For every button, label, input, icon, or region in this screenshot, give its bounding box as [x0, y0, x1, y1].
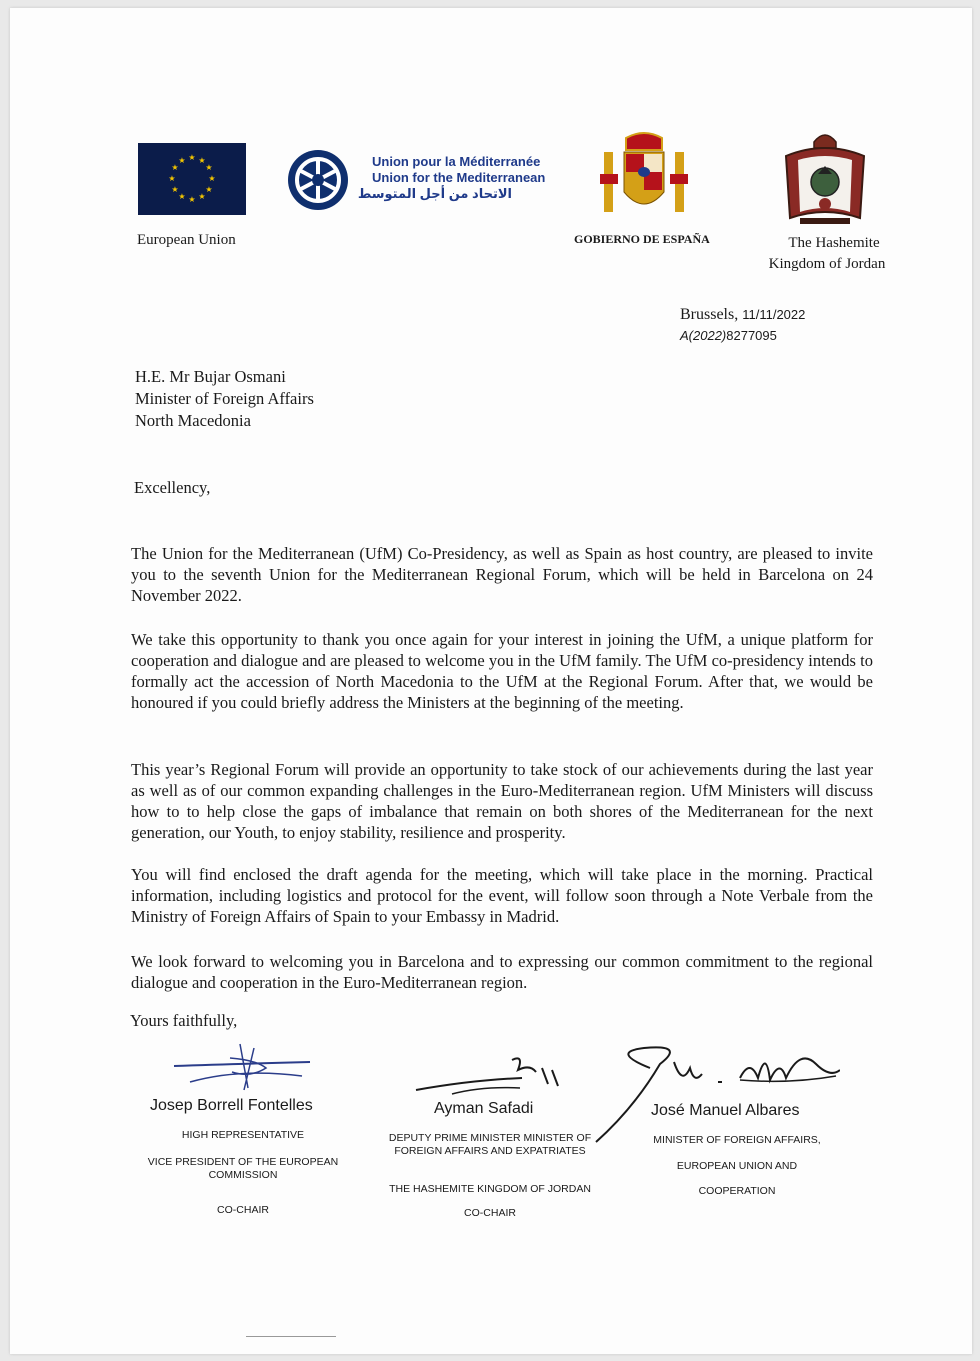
reference-number: 8277095 — [726, 328, 777, 343]
body-paragraph-2: We take this opportunity to thank you once again for your interest in joining the UfM, a unique platform for cooperation and dialogue and are pleased to welcome you in the UfM family. The UfM co-presidency intends to formally act the accession of North Macedonia to the UfM at the Regional Forum. After that, we would be honoured if you could briefly address the Ministers at the beginning of the meeting. — [131, 630, 873, 712]
signatory-2-name: Ayman Safadi — [434, 1100, 534, 1117]
eu-caption: European Union — [137, 232, 236, 248]
body-paragraph-1: The Union for the Mediterranean (UfM) Co-Presidency, as well as Spain as host country, are pleased to invite you to the seventh Union for the Mediterranean Regional Forum, which will be held in Barcelona on 24 November 2022. — [131, 544, 873, 605]
signatory-3-title-2: EUROPEAN UNION AND — [676, 1160, 798, 1172]
svg-text:★: ★ — [171, 163, 179, 172]
place-label: Brussels, — [680, 306, 739, 323]
signatory-2-title-3: CO-CHAIR — [464, 1207, 516, 1219]
svg-text:★: ★ — [168, 174, 176, 183]
body-paragraph-4: You will find enclosed the draft agenda for the meeting, which will take place in the morning. Practical information, including logistics and protocol for the event, will follow soon through a Note Verbale from the Ministry of Foreign Affairs of Spain to your Embassy in Madrid. — [131, 865, 873, 926]
svg-text:★: ★ — [178, 192, 186, 201]
svg-text:★: ★ — [171, 185, 179, 194]
eu-flag-logo — [138, 143, 246, 215]
signatory-3-title-1: MINISTER OF FOREIGN AFFAIRS, — [653, 1134, 821, 1146]
spain-coat-of-arms-logo — [596, 130, 692, 222]
signature-borrell — [170, 1038, 320, 1094]
signatory-3-title-3: COOPERATION — [698, 1185, 776, 1197]
place-date-line — [680, 306, 805, 324]
jordan-coat-of-arms-logo — [780, 126, 870, 230]
jordan-caption-line-1: The Hashemite — [788, 235, 880, 251]
jordan-caption-line-2: Kingdom of Jordan — [768, 256, 886, 272]
svg-text:★: ★ — [205, 163, 213, 172]
signature-albares — [590, 1038, 840, 1148]
ufm-name-french: Union pour la Méditerranée — [372, 154, 541, 169]
svg-text:★: ★ — [208, 174, 216, 183]
jordan-caption — [768, 233, 894, 275]
svg-text:★: ★ — [178, 156, 186, 165]
svg-text:★: ★ — [188, 153, 196, 162]
letter-date: 11/11/2022 — [742, 307, 806, 322]
body-paragraph-3: This year’s Regional Forum will provide an opportunity to take stock of our achievements during the last year as well as of our common expanding challenges in the Euro-Mediterranean region. UfM Ministers will discuss how to to help close the gaps of imbalance that remain on both shores of the Mediterranean for the next generation, our Youth, to enjoy stability, resilience and prosperity. — [131, 760, 873, 842]
reference-prefix: A(2022) — [680, 328, 727, 343]
ufm-name-english: Union for the Mediterranean — [372, 170, 546, 185]
ufm-logo — [287, 149, 349, 211]
footer-divider — [246, 1336, 336, 1337]
body-paragraph-5: We look forward to welcoming you in Barcelona and to expressing our common commitment to the regional dialogue and cooperation in the Euro-Mediterranean region. — [131, 952, 873, 992]
recipient-country: North Macedonia — [135, 411, 251, 430]
reference-line — [680, 328, 777, 343]
signatory-1-title-1: HIGH REPRESENTATIVE — [181, 1129, 305, 1141]
signature-safadi — [412, 1050, 562, 1100]
signatory-2-title-2: THE HASHEMITE KINGDOM OF JORDAN — [389, 1183, 591, 1195]
svg-text:★: ★ — [188, 195, 196, 204]
spain-caption: GOBIERNO DE ESPAÑA — [574, 232, 710, 246]
recipient-title: Minister of Foreign Affairs — [135, 389, 314, 408]
closing: Yours faithfully, — [130, 1011, 238, 1030]
signatory-1-title-3: CO-CHAIR — [217, 1204, 269, 1216]
signatory-1-name: Josep Borrell Fontelles — [150, 1097, 313, 1114]
signatory-1-title-2: VICE PRESIDENT OF THE EUROPEAN COMMISSION — [147, 1156, 339, 1181]
signatory-3-name: José Manuel Albares — [651, 1102, 800, 1119]
ufm-name-block — [357, 154, 546, 202]
svg-text:★: ★ — [198, 192, 206, 201]
svg-text:★: ★ — [198, 156, 206, 165]
recipient-address — [135, 366, 314, 432]
svg-text:★: ★ — [205, 185, 213, 194]
letter-page — [10, 8, 972, 1354]
salutation: Excellency, — [134, 478, 211, 497]
recipient-name: H.E. Mr Bujar Osmani — [135, 367, 286, 386]
signatory-2-title-1: DEPUTY PRIME MINISTER MINISTER OF FOREIGN AFFAIRS AND EXPATRIATES — [388, 1132, 592, 1157]
ufm-name-arabic: الاتحاد من أجل المتوسط — [357, 186, 512, 201]
